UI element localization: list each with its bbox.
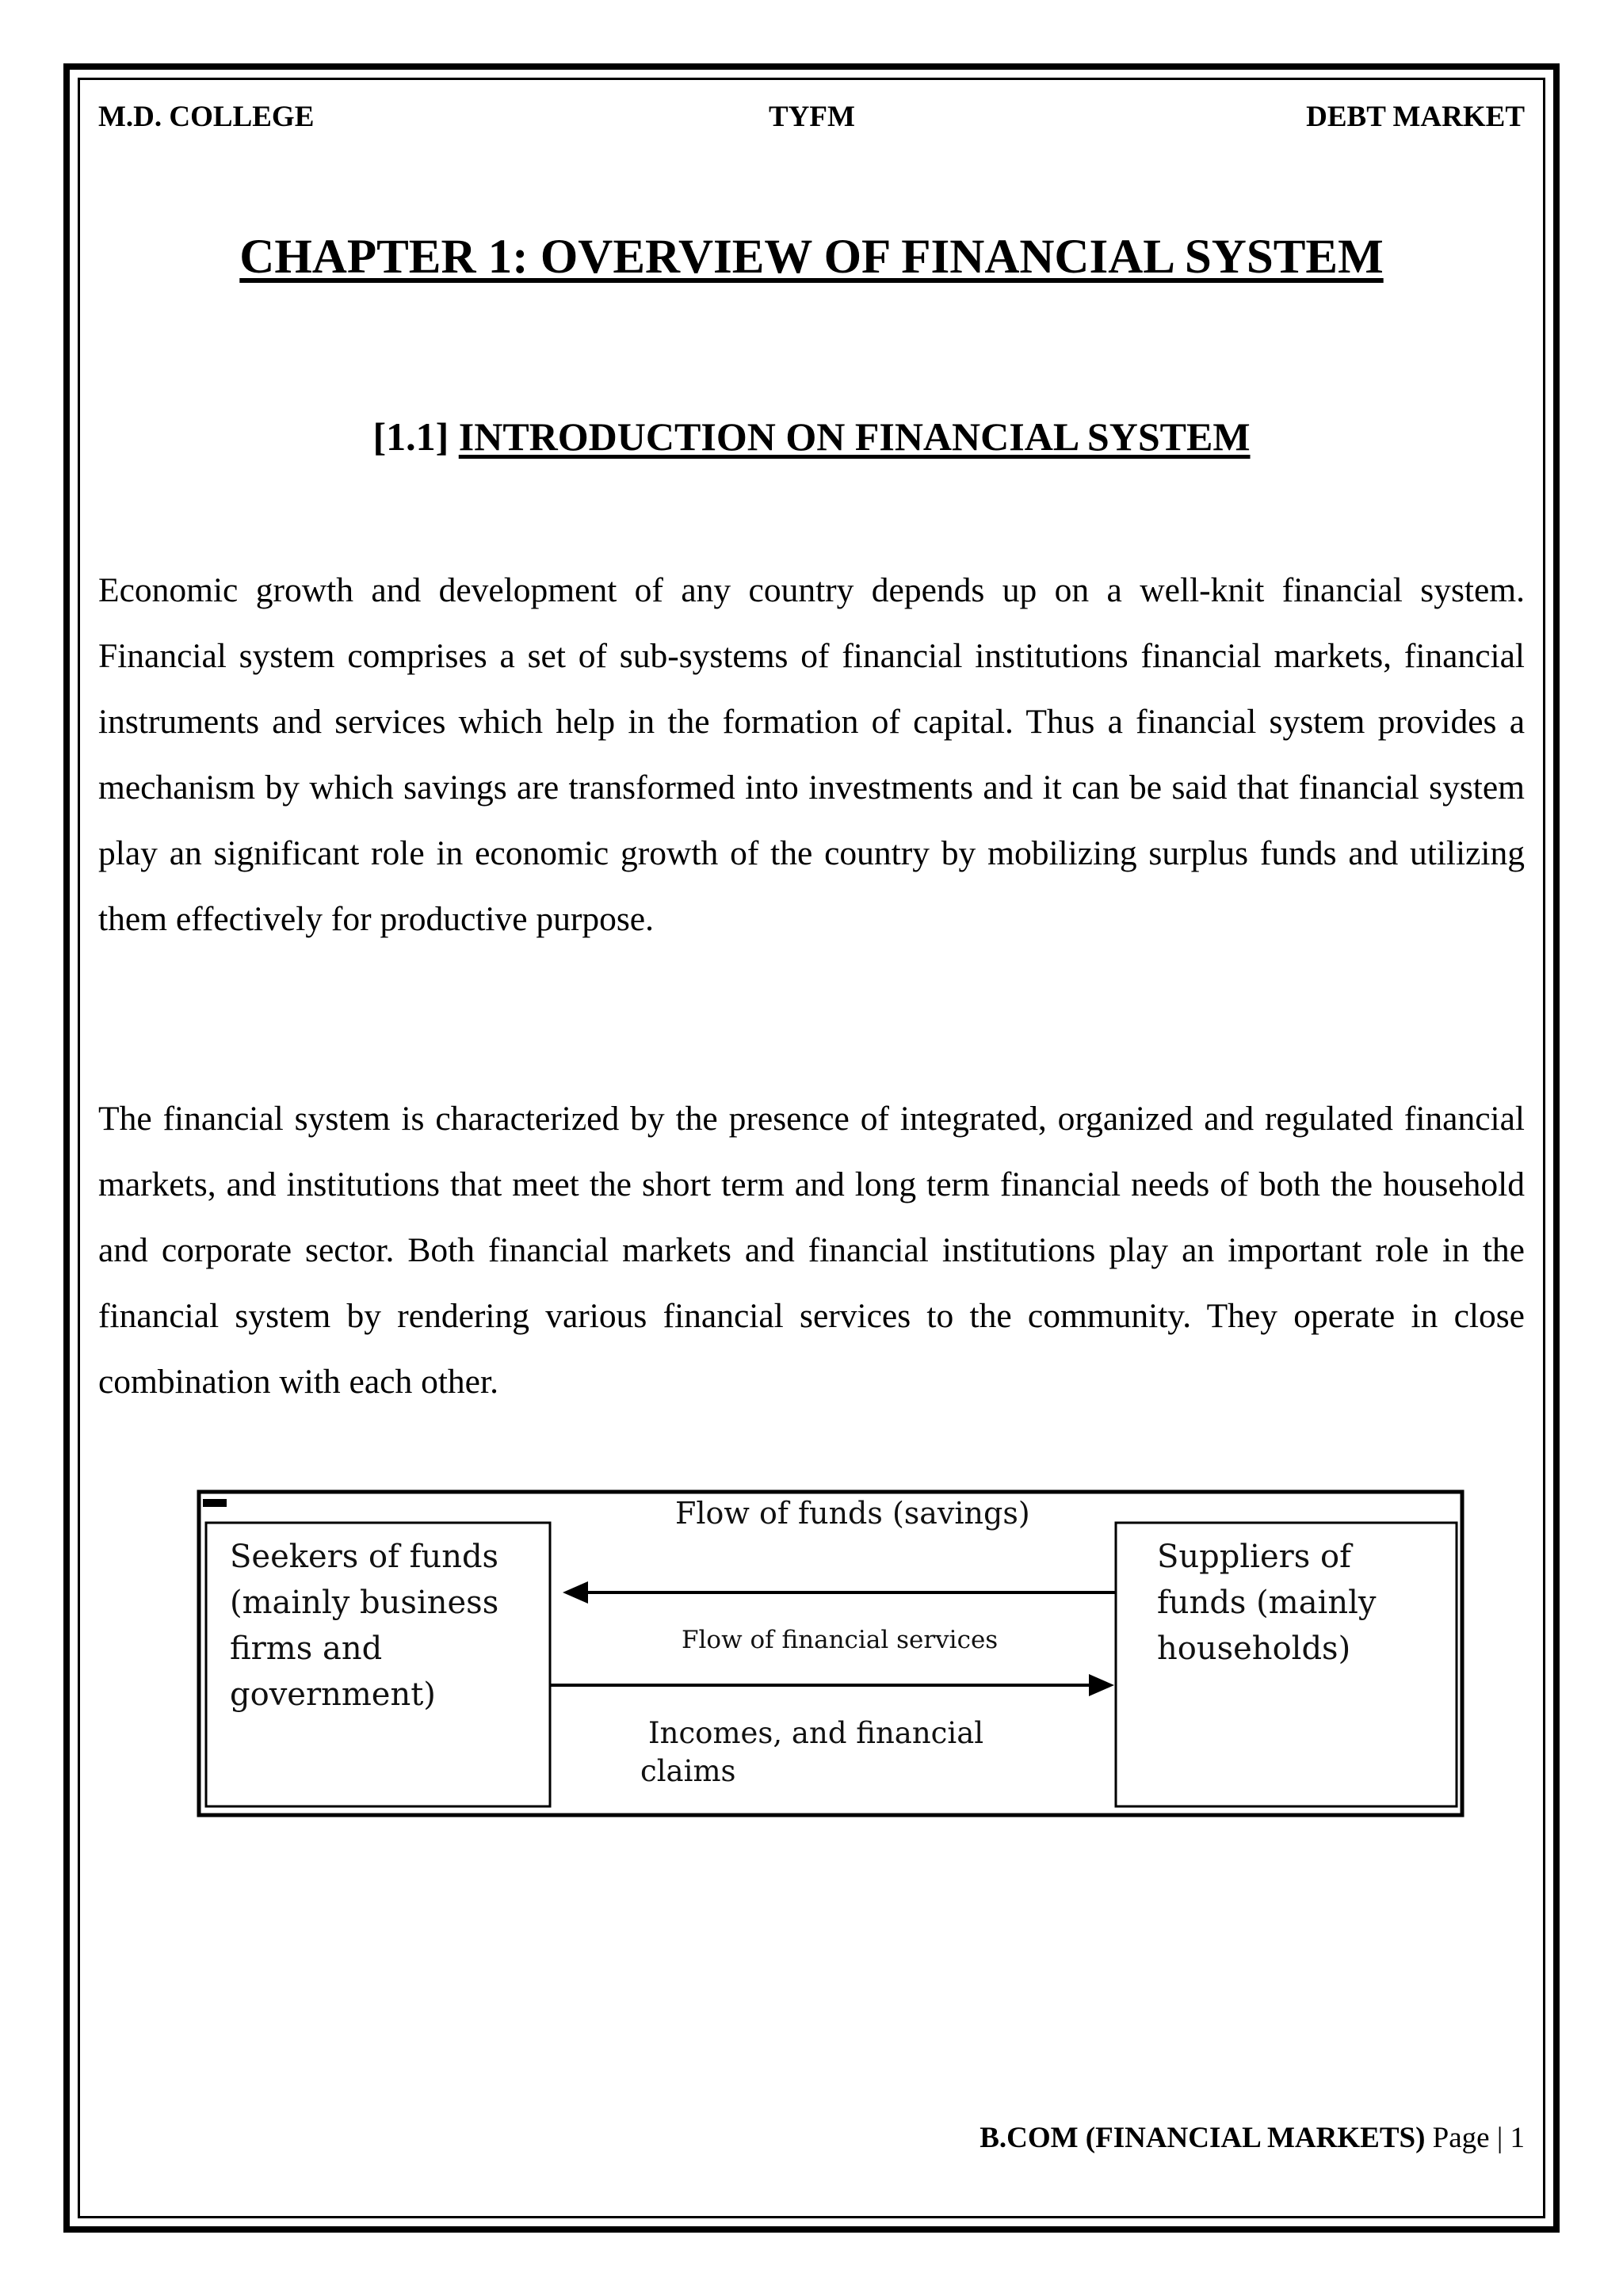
section-title: INTRODUCTION ON FINANCIAL SYSTEM [458,414,1251,459]
header-college: M.D. COLLEGE [98,101,315,133]
suppliers-of-funds-box [1157,1534,1377,1672]
header-course: TYFM [769,101,855,133]
arrow-savings-head [563,1581,588,1604]
label-incomes-line-2: claims [640,1754,736,1788]
label-incomes-line-1: Incomes, and financial [648,1716,984,1750]
seekers-line-3: firms and [230,1630,383,1667]
header-subject: DEBT MARKET [1306,101,1525,133]
paragraph-intro: Economic growth and development of any country depends up on a well-knit financial system. Financial system comprises a set of sub-systems of financial institutions financial markets, financial instruments and services which help in the formation of capital. Thus a financial system provides a mechanism by which savings are transformed into investments and it can be said that financial system play an significant role in economic growth of the country by mobilizing surplus funds and utilizing them effectively for productive purpose. [98,571,1525,938]
section-number: [1.1] [372,414,449,459]
diagram-corner-mark [203,1499,227,1507]
running-footer [980,2121,1525,2155]
running-header [98,100,1525,135]
label-flow-of-funds: Flow of funds (savings) [675,1496,1030,1531]
flow-of-funds-diagram [197,1489,1465,1817]
footer-program: B.COM (FINANCIAL MARKETS) [980,2122,1426,2154]
arrow-claims-head [1089,1674,1114,1696]
seekers-line-1: Seekers of funds [230,1539,499,1575]
suppliers-line-2: funds (mainly [1157,1585,1377,1621]
footer-page-number: Page | 1 [1432,2122,1525,2154]
label-financial-services: Flow of financial services [682,1626,999,1654]
seekers-of-funds-box [230,1534,498,1718]
paragraph-characteristics: The financial system is characterized by the presence of integrated, organized and regulated financial markets, and institutions that meet the short term and long term financial needs of both the household and corporate sector. Both financial markets and financial institutions play an important role in the financial system by rendering various financial services to the community. They operate in close combination with each other. [98,1100,1525,1401]
seekers-line-2: (mainly business [230,1585,499,1621]
suppliers-line-3: households) [1157,1630,1351,1667]
section-heading [98,414,1525,460]
seekers-line-4: government) [230,1676,436,1713]
suppliers-line-1: Suppliers of [1157,1539,1351,1575]
chapter-title: CHAPTER 1: OVERVIEW OF FINANCIAL SYSTEM [239,231,1384,284]
label-incomes-claims [640,1714,984,1791]
